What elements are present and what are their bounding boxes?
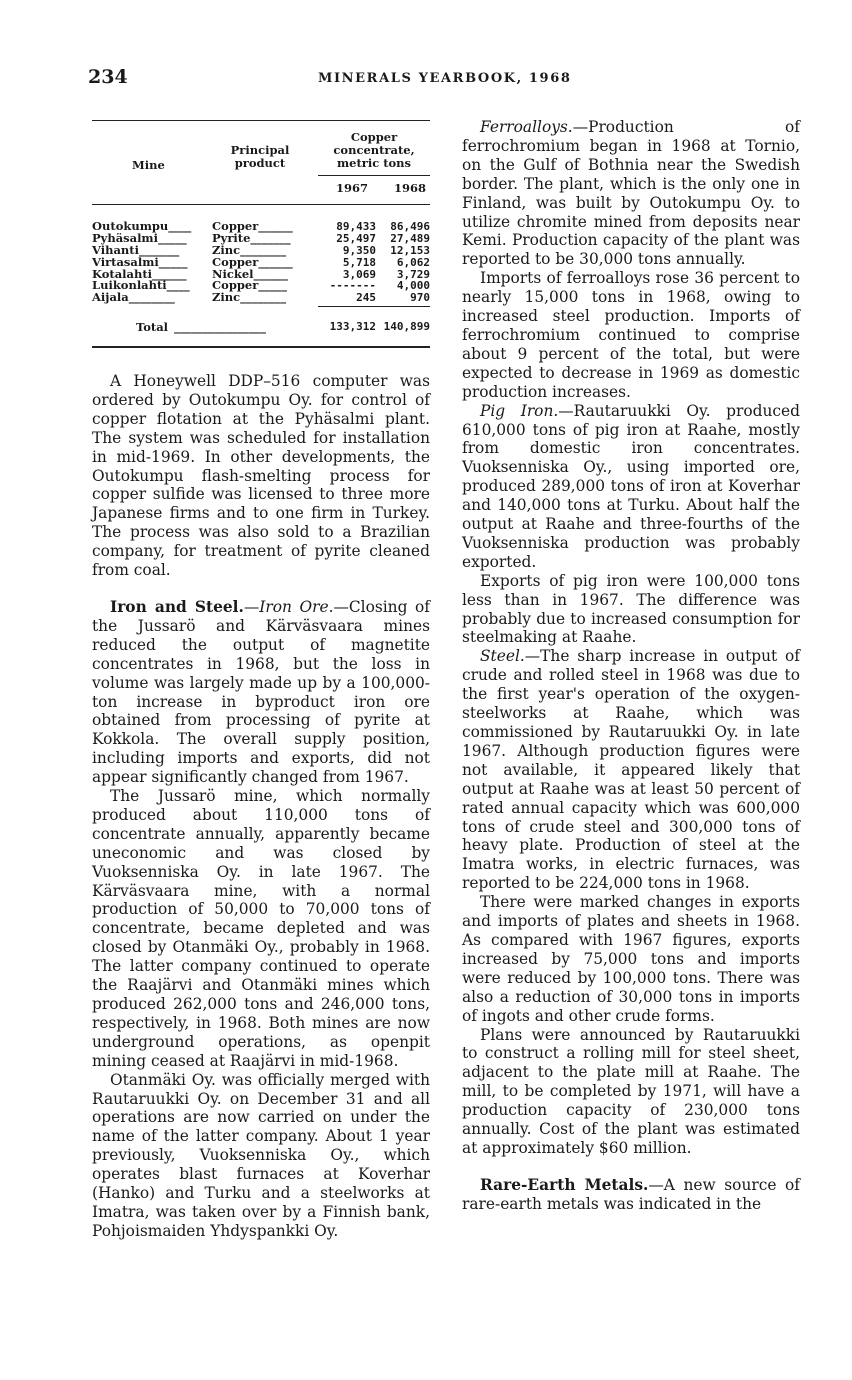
cell-product: Zinc________: [212, 290, 287, 305]
cell-1967: 9,350: [342, 243, 376, 257]
cell-product: Copper_____: [212, 278, 288, 293]
paragraph-ferroalloys: [462, 118, 800, 269]
left-column: [92, 372, 430, 1241]
col-header-copper: Copper concentrate, metric tons: [333, 130, 415, 170]
header-bottom-rule: [92, 204, 430, 205]
running-title: MINERALS YEARBOOK, 1968: [318, 71, 572, 86]
cell-1968: 12,153: [390, 243, 430, 257]
col-header-1967: 1967: [335, 181, 368, 195]
paragraph-exports-pig-iron: Exports of pig iron were 100,000 tons less than in 1967. The difference was probably due to increased consumption for steelmaking at Raahe.: [462, 571, 800, 647]
section-heading-rare-earth: Rare-Earth Metals.: [480, 1175, 649, 1194]
col-header-mine: Mine: [132, 158, 165, 172]
table-top-rule: [92, 120, 430, 121]
header-sub-rule: [318, 175, 430, 176]
table-total-row: [92, 320, 430, 334]
paragraph-computer: A Honeywell DDP–516 computer was ordered by Outokumpu Oy. for control of copper flotation at the Pyhäsalmi plant. The system was scheduled for installation in mid-1969. In other developments, the Outokumpu flash-smelting process for copper sulfide was licensed to three more Japanese firms and to one firm in Turkey. The process was also sold to a Brazilian company, for treatment of pyrite cleaned from coal.: [92, 372, 430, 580]
paragraph-pig-iron: [462, 402, 800, 572]
total-label: Total: [136, 320, 169, 334]
paragraph-plates-sheets: There were marked changes in exports and imports of plates and sheets in 1968. As compared with 1967 figures, exports increased by 75,000 tons and imports were reduced by 100,000 tons. There was also a reduction of 30,000 tons in imports of ingots and other crude forms.: [462, 893, 800, 1025]
cell-1967: 25,497: [336, 231, 376, 245]
cell-1967: 3,069: [342, 267, 376, 281]
cell-1968: 86,496: [390, 220, 430, 233]
cell-1967: 5,718: [342, 255, 376, 269]
cell-product: Pyrite_______: [212, 230, 291, 245]
cell-mine: Pyhäsalmi_____: [92, 230, 187, 245]
subheading-steel: Steel.: [480, 647, 525, 666]
cell-1968: 6,062: [396, 255, 430, 269]
paragraph-iron-ore: [92, 598, 430, 787]
total-sum-rule: [318, 306, 430, 307]
cell-1967: 89,433: [336, 220, 376, 233]
paragraph-rare-earth: [462, 1176, 800, 1214]
steel-text: —The sharp increase in output of crude and rolled steel in 1968 was due to the first year's operation of the oxygen-steelworks at Raahe, which was commissioned by Rautaruukki Oy. in late 1967. Although production figures were not available, it appeared likely that output at Raahe was at least 50 percent of rated annual capacity which was 600,000 tons of crude steel and 300,000 tons of heavy plate. Production of steel at the Imatra works, in electric furnaces, was reported to be 224,000 tons in 1968.: [462, 647, 800, 893]
cell-1967: -------: [329, 279, 376, 293]
table-body: [92, 221, 430, 304]
paragraph-imports-ferroalloys: Imports of ferroalloys rose 36 percent to nearly 15,000 tons in 1968, owing to increased steel production. Imports of ferrochromium continued to comprise about 9 percent of the total, but were expected to decrease in 1969 as domestic production increases.: [462, 269, 800, 401]
page-number: 234: [88, 66, 128, 88]
rare-earth-text: —A new source of rare-earth metals was indicated in the: [462, 1175, 801, 1213]
cell-product: Copper______: [212, 254, 293, 269]
paragraph-jussaro: The Jussarö mine, which normally produced about 110,000 tons of concentrate annually, apparently became uneconomic and was closed by Vuoksenniska Oy. in late 1967. The Kärväsvaara mine, with a normal production of 50,000 to 70,000 tons of concentrate, became depleted and was closed by Otanmäki Oy., probably in 1968. The latter company continued to operate the Raajärvi and Otanmäki mines which produced 262,000 tons and 246,000 tons, respectively, in 1968. Both mines are now underground operations, as openpit mining ceased at Raajärvi in mid-1968.: [92, 787, 430, 1070]
subheading-ferroalloys: Ferroalloys.: [480, 118, 573, 136]
col-header-product: Principal product: [230, 143, 290, 170]
ferroalloys-text: —Production of ferrochromium began in 1968 at Tornio, on the Gulf of Bothnia near the Swedish border. The plant, which is the only one in Finland, was built by Outokumpu Oy. to utilize chromite mined from deposits near Kemi. Production capacity of the plant was reported to be 30,000 tons annually.: [462, 118, 800, 269]
cell-mine: Luikonlahti____: [92, 278, 190, 293]
paragraph-rolling-mill: Plans were announced by Rautaruukki to construct a rolling mill for steel sheet, adjacent to the plate mill at Raahe. The mill, to be completed by 1971, will have a production capacity of 230,000 tons annually. Cost of the plant was estimated at approximately $60 million.: [462, 1025, 800, 1157]
col-header-1968: 1968: [393, 181, 426, 195]
table-bottom-rule: [92, 346, 430, 348]
cell-1968: 27,489: [390, 231, 430, 245]
total-1968: 140,899: [383, 320, 430, 333]
table-row: [92, 292, 430, 304]
cell-1968: 3,729: [396, 267, 430, 281]
cell-1968: 4,000: [396, 279, 430, 293]
subheading-iron-ore: —Iron Ore.: [243, 597, 334, 616]
cell-mine: Aijala________: [92, 290, 175, 305]
right-column: [462, 118, 800, 1214]
cell-mine: Vihanti_______: [92, 242, 180, 257]
cell-product: Zinc________: [212, 242, 287, 257]
cell-product: Copper______: [212, 219, 293, 233]
cell-mine: Kotalahti______: [92, 266, 187, 281]
section-heading-iron-steel: Iron and Steel.: [110, 597, 244, 616]
cell-product: Nickel______: [212, 266, 289, 281]
paragraph-otanmaki: Otanmäki Oy. was officially merged with Rautaruukki Oy. on December 31 and all operations are now carried on under the name of the latter company. About 1 year previously, Vuoksenniska Oy., which operates blast furnaces at Koverhar (Hanko) and Turku and a steelworks at Imatra, was taken over by a Finnish bank, Pohjoismaiden Yhdyspankki Oy.: [92, 1070, 430, 1240]
cell-1967: 245: [356, 291, 376, 305]
cell-1968: 970: [410, 291, 430, 305]
subheading-pig-iron: Pig Iron.: [480, 401, 559, 420]
total-leader: ________________: [174, 320, 266, 334]
cell-mine: Outokumpu____: [92, 219, 192, 233]
total-1967: 133,312: [329, 320, 376, 333]
pig-iron-text: —Rautaruukki Oy. produced 610,000 tons of pig iron at Raahe, mostly from domestic iron concentrates. Vuoksenniska Oy., using imported ore, produced 289,000 tons of iron at Koverhar and 140,000 tons at Turku. About half the output at Raahe and three-fourths of the Vuoksenniska production was probably exported.: [462, 401, 800, 571]
paragraph-steel: [462, 647, 800, 893]
cell-mine: Virtasalmi_____: [92, 254, 188, 269]
iron-ore-text: —Closing of the Jussarö and Kärväsvaara mines reduced the output of magnetite concentrates in 1968, but the loss in volume was largely made up by a 100,000-ton increase in byproduct iron ore obtained from processing of pyrite at Kokkola. The overall supply position, including imports and exports, did not appear significantly changed from 1967.: [92, 597, 431, 787]
